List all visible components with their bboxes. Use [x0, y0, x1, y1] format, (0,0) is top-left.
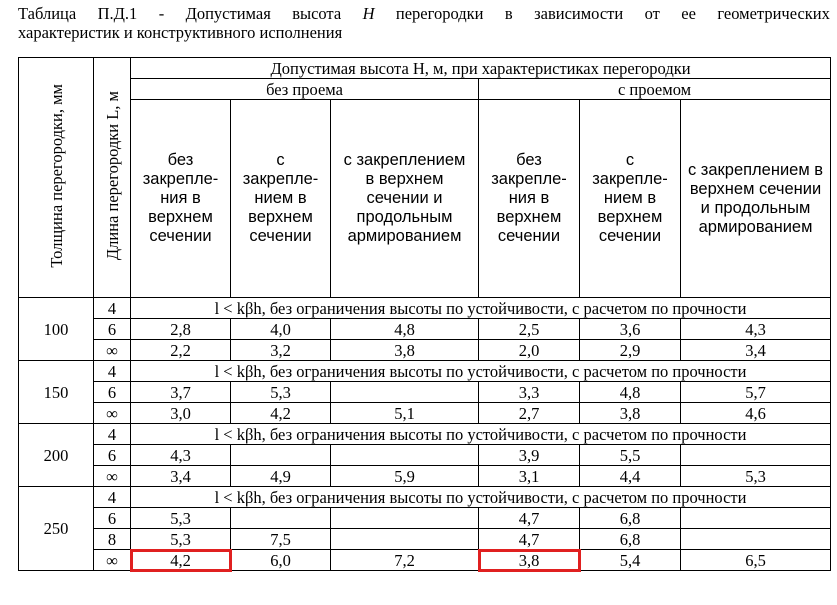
length-cell: ∞ — [94, 340, 131, 361]
caption-word: геометрических — [717, 4, 830, 23]
value-cell: 3,4 — [681, 340, 831, 361]
length-cell: 4 — [94, 298, 131, 319]
table-row — [19, 424, 831, 445]
value-cell: 3,0 — [131, 403, 231, 424]
value-cell: 4,0 — [231, 319, 331, 340]
with-opening-header: с проемом — [479, 79, 831, 100]
length-cell: 6 — [94, 508, 131, 529]
length-cell: ∞ — [94, 466, 131, 487]
value-cell: 3,8 — [331, 340, 479, 361]
value-cell: 3,9 — [479, 445, 580, 466]
value-cell: 4,3 — [131, 445, 231, 466]
span-note-cell: l < kβh, без ограничения высоты по устойчивости, с расчетом по прочности — [131, 424, 831, 445]
caption-word: Допустимая — [185, 4, 271, 23]
value-cell: 5,1 — [331, 403, 479, 424]
length-cell: 6 — [94, 445, 131, 466]
value-cell: 3,2 — [231, 340, 331, 361]
value-cell: 3,7 — [131, 382, 231, 403]
span-note-cell: l < kβh, без ограничения высоты по устойчивости, с расчетом по прочности — [131, 361, 831, 382]
value-cell: 5,7 — [681, 382, 831, 403]
table-row — [19, 340, 831, 361]
caption-word: H — [362, 4, 375, 23]
value-cell: 4,4 — [580, 466, 681, 487]
thickness-cell: 100 — [19, 298, 94, 361]
value-cell: 5,3 — [131, 508, 231, 529]
caption-word: зависимости — [534, 4, 624, 23]
value-cell — [331, 529, 479, 550]
value-cell: 5,4 — [580, 550, 681, 571]
length-cell: 6 — [94, 382, 131, 403]
value-cell: 5,3 — [231, 382, 331, 403]
value-cell: 5,3 — [131, 529, 231, 550]
table-row — [19, 403, 831, 424]
value-cell — [681, 445, 831, 466]
value-cell — [331, 445, 479, 466]
table-row — [19, 319, 831, 340]
value-cell — [331, 382, 479, 403]
value-cell: 4,7 — [479, 508, 580, 529]
table-row — [19, 487, 831, 508]
value-cell — [331, 508, 479, 529]
value-cell — [681, 508, 831, 529]
value-cell: 4,9 — [231, 466, 331, 487]
highlighted-value-cell: 4,2 — [131, 550, 231, 571]
thickness-cell: 250 — [19, 487, 94, 571]
value-cell: 5,3 — [681, 466, 831, 487]
caption-word: П.Д.1 — [97, 4, 138, 23]
value-cell — [681, 529, 831, 550]
caption-word: в — [504, 4, 513, 23]
subheader-2: с закрепле-нием в верхнем сечении — [231, 100, 331, 298]
length-cell: ∞ — [94, 550, 131, 571]
table-row — [19, 529, 831, 550]
length-cell: 8 — [94, 529, 131, 550]
subheader-4: без закрепле-ния в верхнем сечении — [479, 100, 580, 298]
thickness-cell: 200 — [19, 424, 94, 487]
value-cell: 6,0 — [231, 550, 331, 571]
value-cell: 3,4 — [131, 466, 231, 487]
value-cell: 6,8 — [580, 529, 681, 550]
caption-word: высота — [292, 4, 342, 23]
value-cell: 3,3 — [479, 382, 580, 403]
length-cell: 6 — [94, 319, 131, 340]
table-caption — [18, 4, 830, 42]
length-cell: 4 — [94, 487, 131, 508]
table-row — [19, 382, 831, 403]
value-cell: 3,1 — [479, 466, 580, 487]
caption-line-2: характеристик и конструктивного исполнения — [18, 23, 343, 42]
value-cell: 2,9 — [580, 340, 681, 361]
value-cell: 7,2 — [331, 550, 479, 571]
value-cell: 4,3 — [681, 319, 831, 340]
value-cell: 4,7 — [479, 529, 580, 550]
highlighted-value-cell: 3,8 — [479, 550, 580, 571]
caption-word: перегородки — [395, 4, 484, 23]
table-row — [19, 466, 831, 487]
value-cell: 4,2 — [231, 403, 331, 424]
length-cell: ∞ — [94, 403, 131, 424]
subheader-3: с закреплением в верхнем сечении и продольным армированием — [331, 100, 479, 298]
subheader-1: без закрепле-ния в верхнем сечении — [131, 100, 231, 298]
value-cell: 2,0 — [479, 340, 580, 361]
caption-word: от — [644, 4, 660, 23]
value-cell: 2,7 — [479, 403, 580, 424]
value-cell: 2,5 — [479, 319, 580, 340]
value-cell: 5,5 — [580, 445, 681, 466]
value-cell: 6,5 — [681, 550, 831, 571]
table-row — [19, 298, 831, 319]
length-cell: 4 — [94, 424, 131, 445]
subheader-6: с закреплением в верхнем сечении и продольным армированием — [681, 100, 831, 298]
subheader-5: с закрепле-нием в верхнем сечении — [580, 100, 681, 298]
length-cell: 4 — [94, 361, 131, 382]
value-cell: 4,8 — [331, 319, 479, 340]
table-row — [19, 550, 831, 571]
thickness-header: Толщина перегородки, мм — [19, 58, 94, 298]
caption-line-1 — [18, 4, 830, 23]
height-header: Допустимая высота H, м, при характеристиках перегородки — [131, 58, 831, 79]
value-cell: 7,5 — [231, 529, 331, 550]
value-cell — [231, 508, 331, 529]
value-cell: 4,8 — [580, 382, 681, 403]
value-cell — [231, 445, 331, 466]
value-cell: 4,6 — [681, 403, 831, 424]
thickness-cell: 150 — [19, 361, 94, 424]
value-cell: 5,9 — [331, 466, 479, 487]
value-cell: 3,6 — [580, 319, 681, 340]
no-opening-header: без проема — [131, 79, 479, 100]
value-cell: 6,8 — [580, 508, 681, 529]
span-note-cell: l < kβh, без ограничения высоты по устойчивости, с расчетом по прочности — [131, 487, 831, 508]
caption-word: ее — [681, 4, 696, 23]
length-header: Длина перегородки L, м — [94, 58, 131, 298]
table-row — [19, 508, 831, 529]
caption-word: Таблица — [18, 4, 77, 23]
table-row — [19, 361, 831, 382]
span-note-cell: l < kβh, без ограничения высоты по устойчивости, с расчетом по прочности — [131, 298, 831, 319]
value-cell: 3,8 — [580, 403, 681, 424]
caption-word: - — [158, 4, 165, 23]
value-cell: 2,8 — [131, 319, 231, 340]
height-table — [18, 57, 831, 571]
table-row — [19, 445, 831, 466]
value-cell: 2,2 — [131, 340, 231, 361]
